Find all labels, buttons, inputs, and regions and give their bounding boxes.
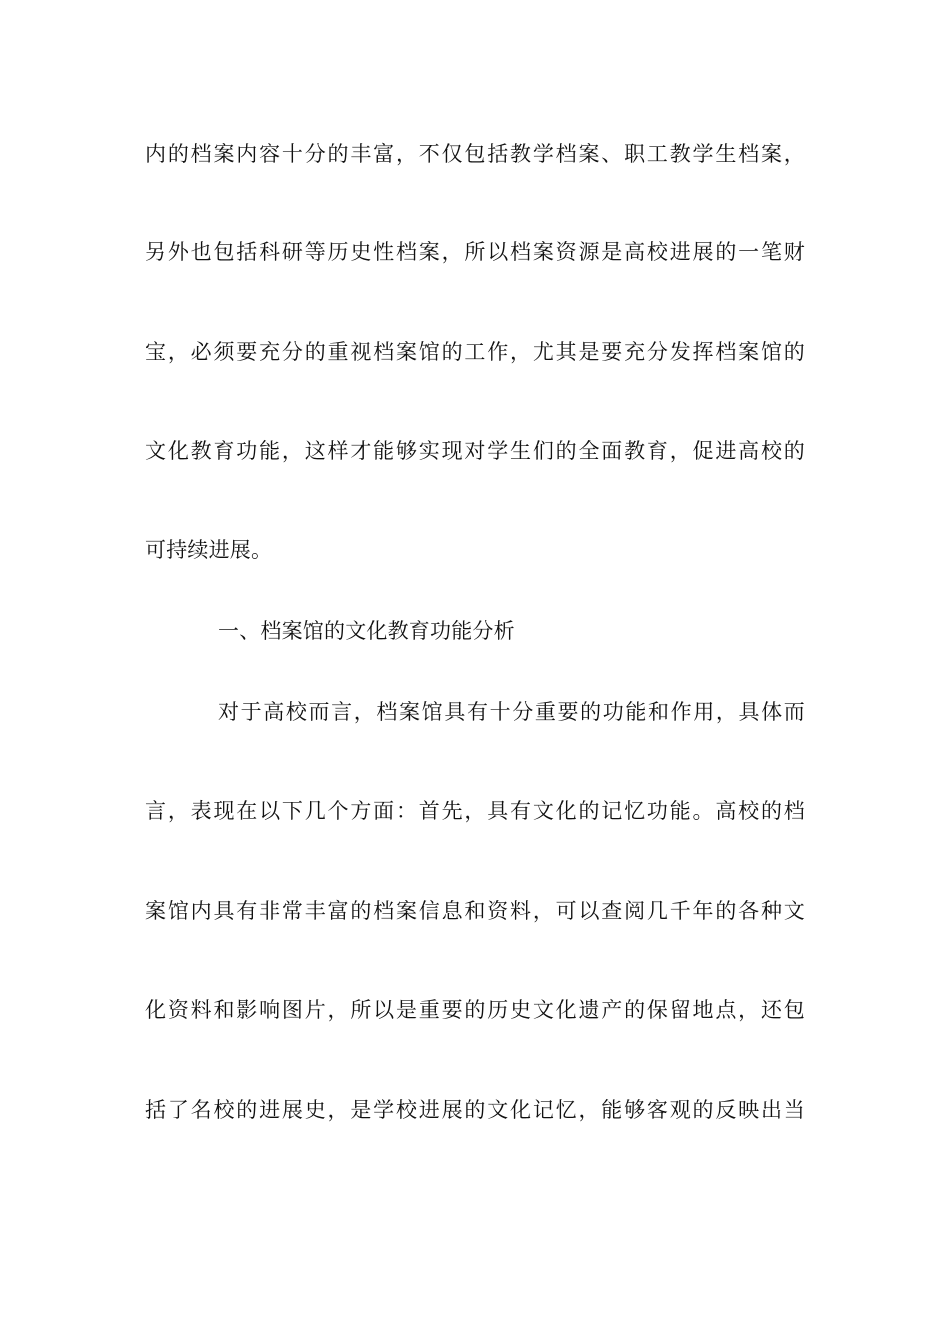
paragraph-line: 化资料和影响图片，所以是重要的历史文化遗产的保留地点，还包 [145, 998, 805, 1022]
paragraph-line: 另外也包括科研等历史性档案，所以档案资源是高校进展的一笔财 [145, 240, 805, 264]
paragraph-line: 内的档案内容十分的丰富，不仅包括教学档案、职工教学生档案， [145, 142, 805, 166]
paragraph-line: 可持续进展。 [145, 538, 273, 562]
paragraph-line: 文化教育功能，这样才能够实现对学生们的全面教育，促进高校的 [145, 439, 805, 463]
section-heading: 一、档案馆的文化教育功能分析 [218, 619, 515, 643]
paragraph-line: 对于高校而言，档案馆具有十分重要的功能和作用，具体而 [218, 700, 805, 724]
paragraph-line: 括了名校的进展史，是学校进展的文化记忆，能够客观的反映出当 [145, 1098, 805, 1122]
paragraph-line: 言，表现在以下几个方面：首先，具有文化的记忆功能。高校的档 [145, 799, 805, 823]
paragraph-line: 案馆内具有非常丰富的档案信息和资料，可以查阅几千年的各种文 [145, 899, 805, 923]
paragraph-line: 宝，必须要充分的重视档案馆的工作，尤其是要充分发挥档案馆的 [145, 340, 805, 364]
